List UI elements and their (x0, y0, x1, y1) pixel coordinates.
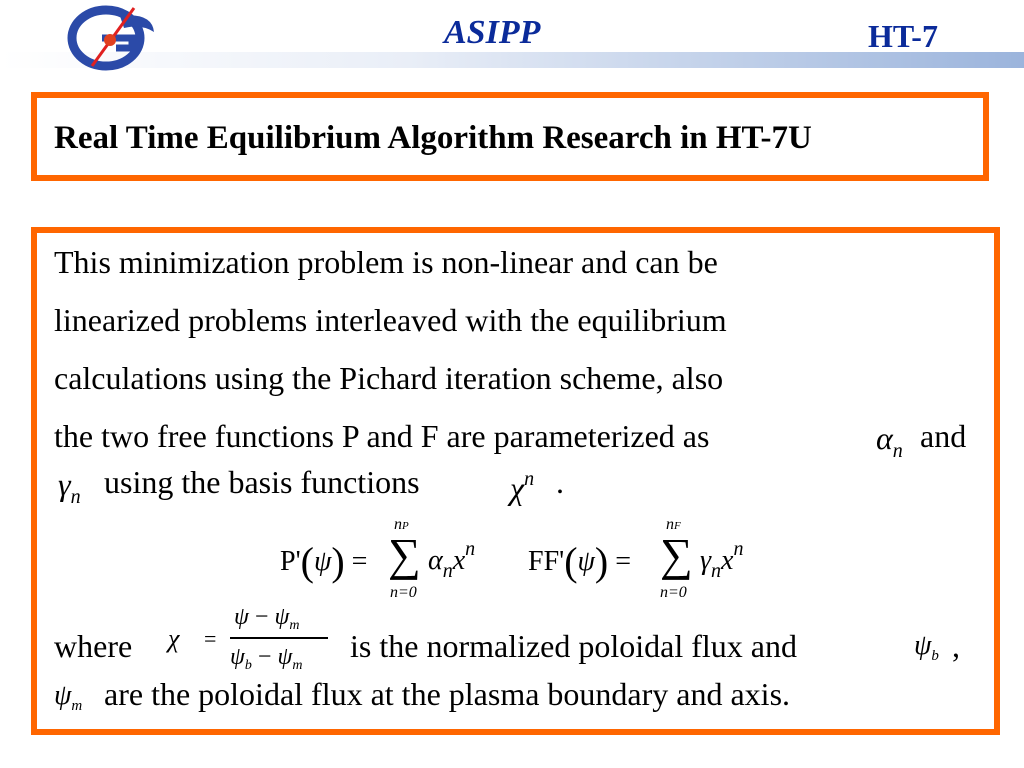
chi-definition-symbol: χ (168, 624, 180, 653)
sum-sign-f: ∑ (660, 529, 693, 580)
body-line-3: calculations using the Pichard iteration scheme, also (54, 360, 724, 396)
gamma-term: $\gamma_nx^n$ (700, 538, 744, 582)
equation-ff-prime: FF'(ψ) = (528, 539, 632, 584)
fraction-numerator: $\psi - \psi_m$ (234, 604, 300, 633)
org-name: ASIPP (444, 14, 541, 51)
body-line-5-period: . (556, 464, 564, 500)
body-line-comma: , (952, 628, 960, 664)
body-line-1: This minimization problem is non-linear and can be (54, 244, 718, 280)
sum-upper-p: nP (394, 516, 409, 533)
alpha-term: $\alpha_nx^n$ (428, 538, 476, 582)
body-line-final: are the poloidal flux at the plasma boundary and axis. (104, 676, 791, 712)
fraction-denominator: $\psi_b - \psi_m$ (230, 644, 303, 673)
fraction-bar (230, 637, 328, 639)
body-line-4: the two free functions P and F are parameterized as (54, 418, 710, 454)
body-line-4-and: and (920, 418, 967, 454)
equals-sign: = (204, 626, 217, 651)
psi-b-symbol: $\psi_b$ (914, 630, 939, 664)
chi-n-symbol: $\chi^n$ (510, 468, 535, 506)
alpha-n-symbol: $\alpha_n$ (876, 420, 903, 462)
equation-p-prime: P'(ψ) = (280, 539, 368, 584)
body-line-5: using the basis functions (104, 464, 420, 500)
psi-m-symbol: $\psi_m$ (54, 680, 83, 714)
body-line-normalized: is the normalized poloidal flux and (350, 628, 797, 664)
sum-upper-f: nF (666, 516, 681, 533)
body-line-where: where (54, 628, 133, 664)
slide-title: Real Time Equilibrium Algorithm Research in HT-7U (54, 120, 812, 156)
body-line-2: linearized problems interleaved with the equilibrium (54, 302, 727, 338)
gamma-n-symbol: $\gamma_n$ (58, 466, 81, 508)
sum-lower-p: n=0 (390, 584, 417, 601)
device-name: HT-7 (868, 18, 938, 54)
institute-logo (62, 2, 162, 72)
sum-sign-p: ∑ (388, 529, 421, 580)
sum-lower-f: n=0 (660, 584, 687, 601)
